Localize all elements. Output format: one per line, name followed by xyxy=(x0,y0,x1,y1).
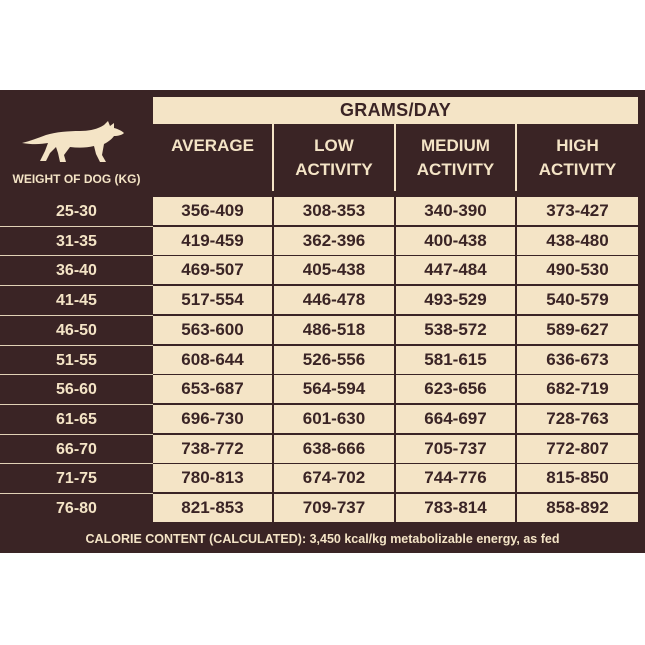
table-cell: 564-594 xyxy=(274,375,394,403)
table-cell: 696-730 xyxy=(153,405,272,433)
table-cell: 783-814 xyxy=(396,494,515,522)
column-header-line1: AVERAGE xyxy=(171,136,254,155)
table-cell: 744-776 xyxy=(396,464,515,492)
table-cell: 738-772 xyxy=(153,435,272,463)
row-weight-label: 61-65 xyxy=(56,410,97,428)
row-divider xyxy=(0,345,153,346)
table-cell: 664-697 xyxy=(396,405,515,433)
grams-per-day-title: GRAMS/DAY xyxy=(153,97,638,124)
table-cell: 815-850 xyxy=(517,464,638,492)
table-cell: 526-556 xyxy=(274,346,394,374)
table-cell: 405-438 xyxy=(274,256,394,284)
row-weight-label: 31-35 xyxy=(56,232,97,250)
table-cell: 780-813 xyxy=(153,464,272,492)
column-header-line1: MEDIUM xyxy=(421,136,490,155)
row-divider xyxy=(0,285,153,286)
table-cell: 589-627 xyxy=(517,316,638,344)
column-header-line2: ACTIVITY xyxy=(538,160,617,179)
table-cell: 601-630 xyxy=(274,405,394,433)
table-cell: 858-892 xyxy=(517,494,638,522)
row-divider xyxy=(0,315,153,316)
table-cell: 308-353 xyxy=(274,197,394,225)
table-cell: 447-484 xyxy=(396,256,515,284)
table-cell: 538-572 xyxy=(396,316,515,344)
row-divider xyxy=(0,226,153,227)
column-header-line2: ACTIVITY xyxy=(416,160,495,179)
row-divider xyxy=(0,374,153,375)
row-weight-label: 25-30 xyxy=(56,202,97,220)
table-cell: 340-390 xyxy=(396,197,515,225)
table-cell: 493-529 xyxy=(396,286,515,314)
table-cell: 469-507 xyxy=(153,256,272,284)
table-cell: 682-719 xyxy=(517,375,638,403)
column-header-line2: ACTIVITY xyxy=(295,160,373,179)
row-weight-label: 46-50 xyxy=(56,321,97,339)
table-cell: 446-478 xyxy=(274,286,394,314)
column-header-high-activity xyxy=(517,124,638,191)
table-cell: 608-644 xyxy=(153,346,272,374)
table-cell: 373-427 xyxy=(517,197,638,225)
weight-of-dog-header: WEIGHT OF DOG (KG) xyxy=(12,172,141,186)
table-cell: 636-673 xyxy=(517,346,638,374)
table-cell: 709-737 xyxy=(274,494,394,522)
column-header-low-activity xyxy=(274,124,394,191)
calorie-content-note: CALORIE CONTENT (CALCULATED): 3,450 kcal/kg metabolizable energy, as fed xyxy=(85,531,560,546)
table-cell: 356-409 xyxy=(153,197,272,225)
wolf-silhouette-icon xyxy=(20,117,128,165)
row-weight-label: 51-55 xyxy=(56,351,97,369)
row-divider xyxy=(0,404,153,405)
row-divider xyxy=(0,493,153,494)
table-cell: 438-480 xyxy=(517,227,638,255)
row-weight-label: 41-45 xyxy=(56,291,97,309)
row-divider xyxy=(0,463,153,464)
table-cell: 772-807 xyxy=(517,435,638,463)
table-cell: 400-438 xyxy=(396,227,515,255)
table-cell: 419-459 xyxy=(153,227,272,255)
column-header-average xyxy=(153,124,272,191)
table-cell: 728-763 xyxy=(517,405,638,433)
table-cell: 563-600 xyxy=(153,316,272,344)
column-header-line1: HIGH xyxy=(556,136,599,155)
table-cell: 517-554 xyxy=(153,286,272,314)
row-weight-label: 66-70 xyxy=(56,440,97,458)
row-weight-label: 56-60 xyxy=(56,380,97,398)
row-divider xyxy=(0,434,153,435)
row-divider xyxy=(0,255,153,256)
table-cell: 705-737 xyxy=(396,435,515,463)
row-weight-label: 71-75 xyxy=(56,469,97,487)
table-cell: 581-615 xyxy=(396,346,515,374)
table-cell: 623-656 xyxy=(396,375,515,403)
table-cell: 540-579 xyxy=(517,286,638,314)
table-cell: 638-666 xyxy=(274,435,394,463)
table-cell: 674-702 xyxy=(274,464,394,492)
table-cell: 821-853 xyxy=(153,494,272,522)
table-cell: 653-687 xyxy=(153,375,272,403)
row-weight-label: 76-80 xyxy=(56,499,97,517)
row-weight-label: 36-40 xyxy=(56,261,97,279)
column-header-line1: LOW xyxy=(314,136,354,155)
table-cell: 486-518 xyxy=(274,316,394,344)
table-cell: 362-396 xyxy=(274,227,394,255)
column-header-medium-activity xyxy=(396,124,515,191)
table-cell: 490-530 xyxy=(517,256,638,284)
